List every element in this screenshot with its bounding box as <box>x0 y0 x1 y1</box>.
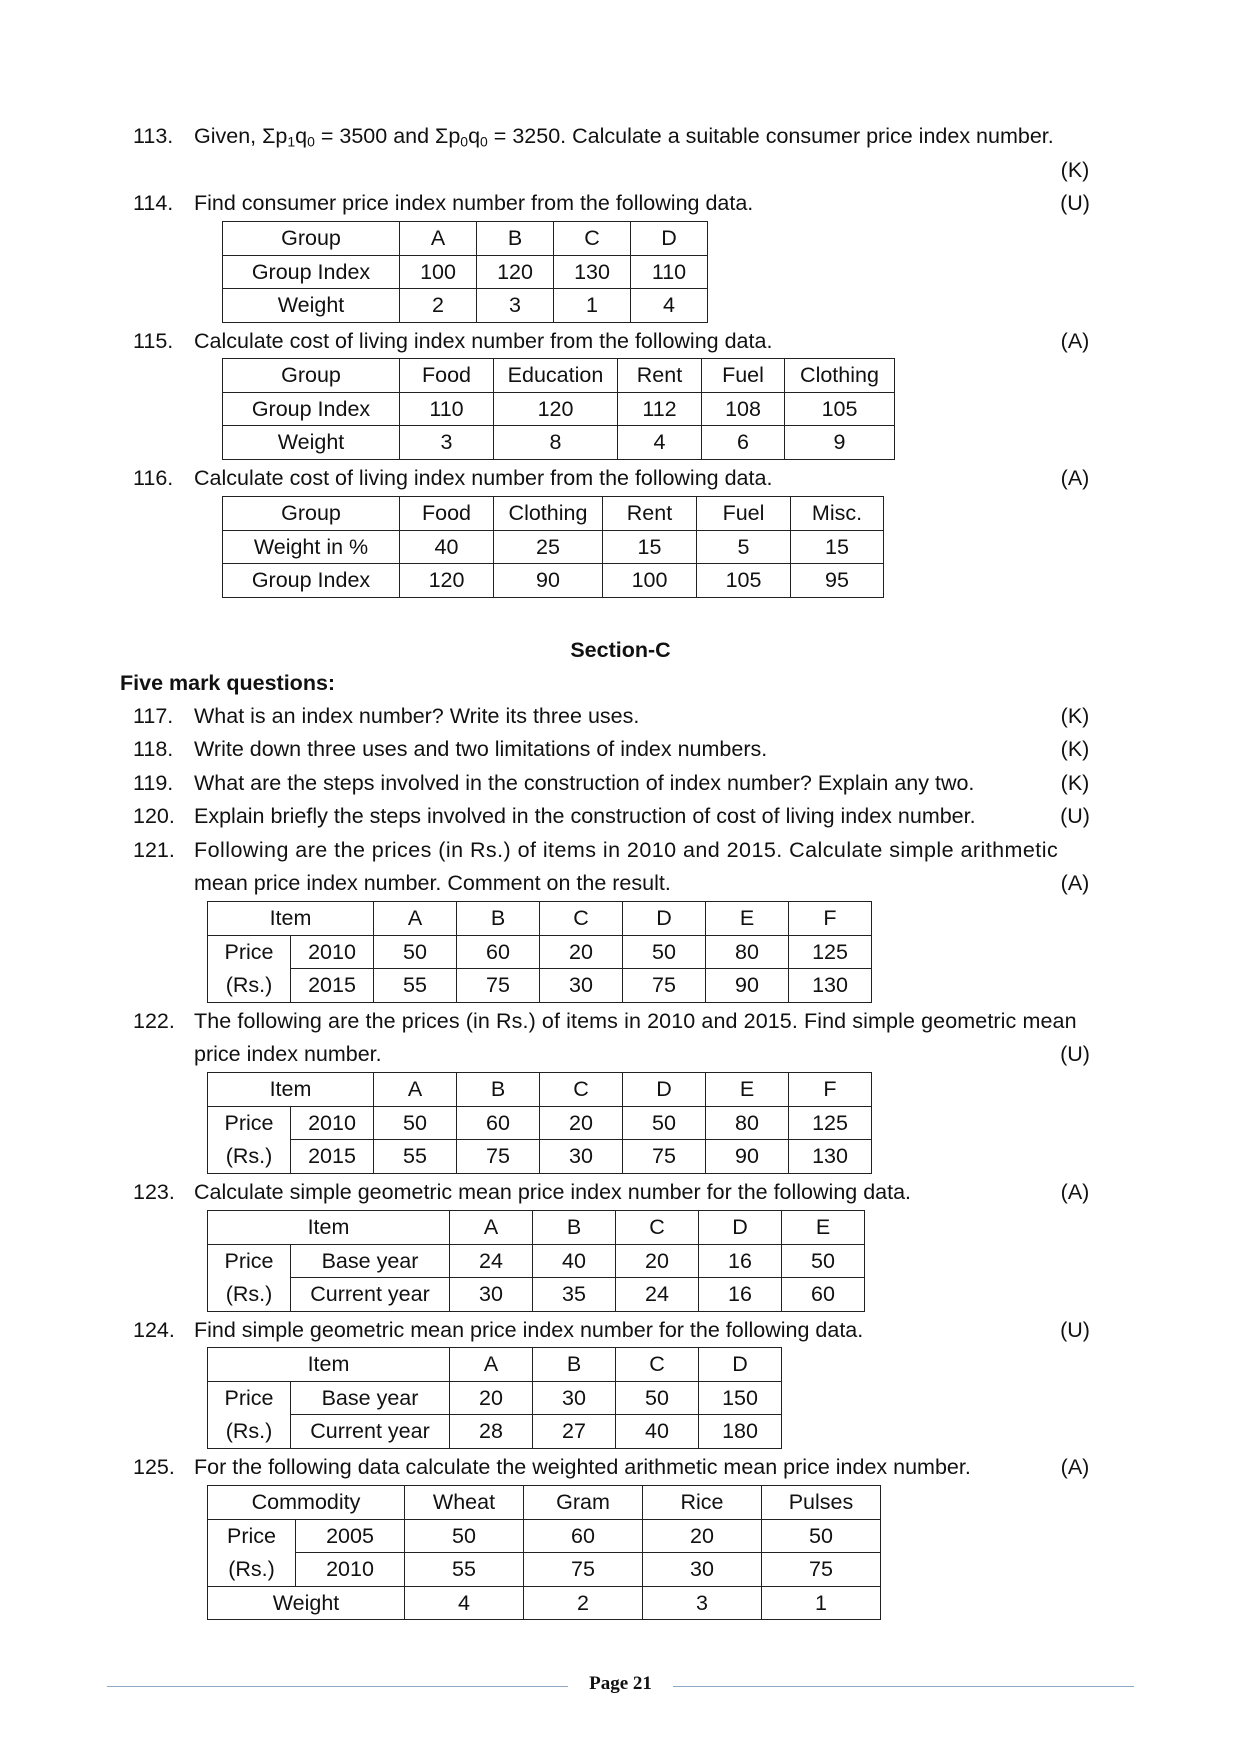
question-number: 116. <box>133 466 174 490</box>
table-row: Price Base year 24 40 20 16 50 <box>208 1244 865 1278</box>
question-number: 118. <box>133 737 174 761</box>
section-subheading: Five mark questions: <box>120 671 336 695</box>
table-row: Price 2010 50 60 20 50 80 125 <box>208 935 872 969</box>
question-number: 122. <box>133 1009 175 1033</box>
section-title: Section-C <box>570 638 671 662</box>
question-text: Find consumer price index number from the following data. <box>194 191 754 215</box>
question-number: 117. <box>133 704 174 728</box>
table-header-row: Item A B C D E F <box>208 902 872 936</box>
table-header-row: Commodity Wheat Gram Rice Pulses <box>208 1486 881 1520</box>
question-number: 124. <box>133 1318 175 1342</box>
table-q116 <box>222 496 884 598</box>
question-number: 123. <box>133 1180 175 1204</box>
table-header-row: Item A B C D E <box>208 1211 865 1245</box>
question-number: 115. <box>133 329 174 353</box>
table-q124 <box>207 1347 782 1449</box>
table-q125 <box>207 1485 881 1620</box>
question-level-tag: (A) <box>1060 1180 1090 1204</box>
table-q123 <box>207 1210 865 1312</box>
table-header-row: Group A B C D <box>223 222 708 256</box>
table-row: Price 2010 50 60 20 50 80 125 <box>208 1106 872 1140</box>
question-text: Calculate cost of living index number from the following data. <box>194 466 773 490</box>
question-text: For the following data calculate the weighted arithmetic mean price index number. <box>194 1455 971 1479</box>
table-header-row: Item A B C D <box>208 1348 782 1382</box>
question-level-tag: (U) <box>1060 1042 1090 1066</box>
question-level-tag: (U) <box>1060 191 1090 215</box>
question-number: 121. <box>133 838 175 862</box>
table-row: Weight 3 8 4 6 9 <box>223 426 895 460</box>
table-row: (Rs.) Current year 30 35 24 16 60 <box>208 1278 865 1312</box>
table-row: (Rs.) 2010 55 75 30 75 <box>208 1553 881 1587</box>
table-q122 <box>207 1072 872 1174</box>
question-text: Write down three uses and two limitations of index numbers. <box>194 737 768 761</box>
table-row: Price 2005 50 60 20 50 <box>208 1519 881 1553</box>
table-q115 <box>222 358 895 460</box>
question-level-tag: (K) <box>1060 158 1090 182</box>
question-number: 114. <box>133 191 174 215</box>
question-text: Calculate simple geometric mean price index number for the following data. <box>194 1180 912 1204</box>
table-row: Weight in % 40 25 15 5 15 <box>223 530 884 564</box>
question-text: Explain briefly the steps involved in the construction of cost of living index number. <box>194 804 976 828</box>
table-row: Group Index 120 90 100 105 95 <box>223 564 884 598</box>
question-text: price index number. <box>194 1042 382 1066</box>
question-text: What is an index number? Write its three uses. <box>194 704 640 728</box>
question-level-tag: (K) <box>1060 771 1090 795</box>
table-row: (Rs.) 2015 55 75 30 75 90 130 <box>208 969 872 1003</box>
table-header-row: Group Food Education Rent Fuel Clothing <box>223 359 895 393</box>
question-number: 119. <box>133 771 174 795</box>
table-row: (Rs.) Current year 28 27 40 180 <box>208 1415 782 1449</box>
question-level-tag: (U) <box>1060 804 1090 828</box>
question-text: Given, $\Sigma p_1q_0 = 3500$ and $\Sigma p_0q_0 = 3250$. Calculate a suitable consumer price index number. <box>194 124 1054 150</box>
question-text: Following are the prices (in Rs.) of items in 2010 and 2015. Calculate simple arithmetic <box>194 838 1059 862</box>
table-header-row: Item A B C D E F <box>208 1073 872 1107</box>
question-level-tag: (K) <box>1060 704 1090 728</box>
question-level-tag: (K) <box>1060 737 1090 761</box>
table-header-row: Group Food Clothing Rent Fuel Misc. <box>223 497 884 531</box>
table-row: Weight 4 2 3 1 <box>208 1586 881 1620</box>
question-level-tag: (A) <box>1060 1455 1090 1479</box>
question-text: Find simple geometric mean price index number for the following data. <box>194 1318 864 1342</box>
table-q121 <box>207 901 872 1003</box>
question-text: What are the steps involved in the construction of index number? Explain any two. <box>194 771 975 795</box>
question-number: 120. <box>133 804 175 828</box>
question-level-tag: (A) <box>1060 871 1090 895</box>
table-row: Group Index 110 120 112 108 105 <box>223 392 895 426</box>
table-row: Group Index 100 120 130 110 <box>223 255 708 289</box>
question-level-tag: (A) <box>1060 329 1090 353</box>
question-text: Calculate cost of living index number from the following data. <box>194 329 773 353</box>
table-q114 <box>222 221 708 323</box>
table-row: Price Base year 20 30 50 150 <box>208 1381 782 1415</box>
question-level-tag: (U) <box>1060 1318 1090 1342</box>
question-number: 113. <box>133 124 174 148</box>
page-number: Page 21 <box>589 1673 652 1694</box>
table-row: Weight 2 3 1 4 <box>223 289 708 323</box>
question-level-tag: (A) <box>1060 466 1090 490</box>
question-text: mean price index number. Comment on the result. <box>194 871 671 895</box>
question-number: 125. <box>133 1455 175 1479</box>
table-row: (Rs.) 2015 55 75 30 75 90 130 <box>208 1140 872 1174</box>
question-text: The following are the prices (in Rs.) of items in 2010 and 2015. Find simple geometric mean <box>194 1009 1077 1033</box>
